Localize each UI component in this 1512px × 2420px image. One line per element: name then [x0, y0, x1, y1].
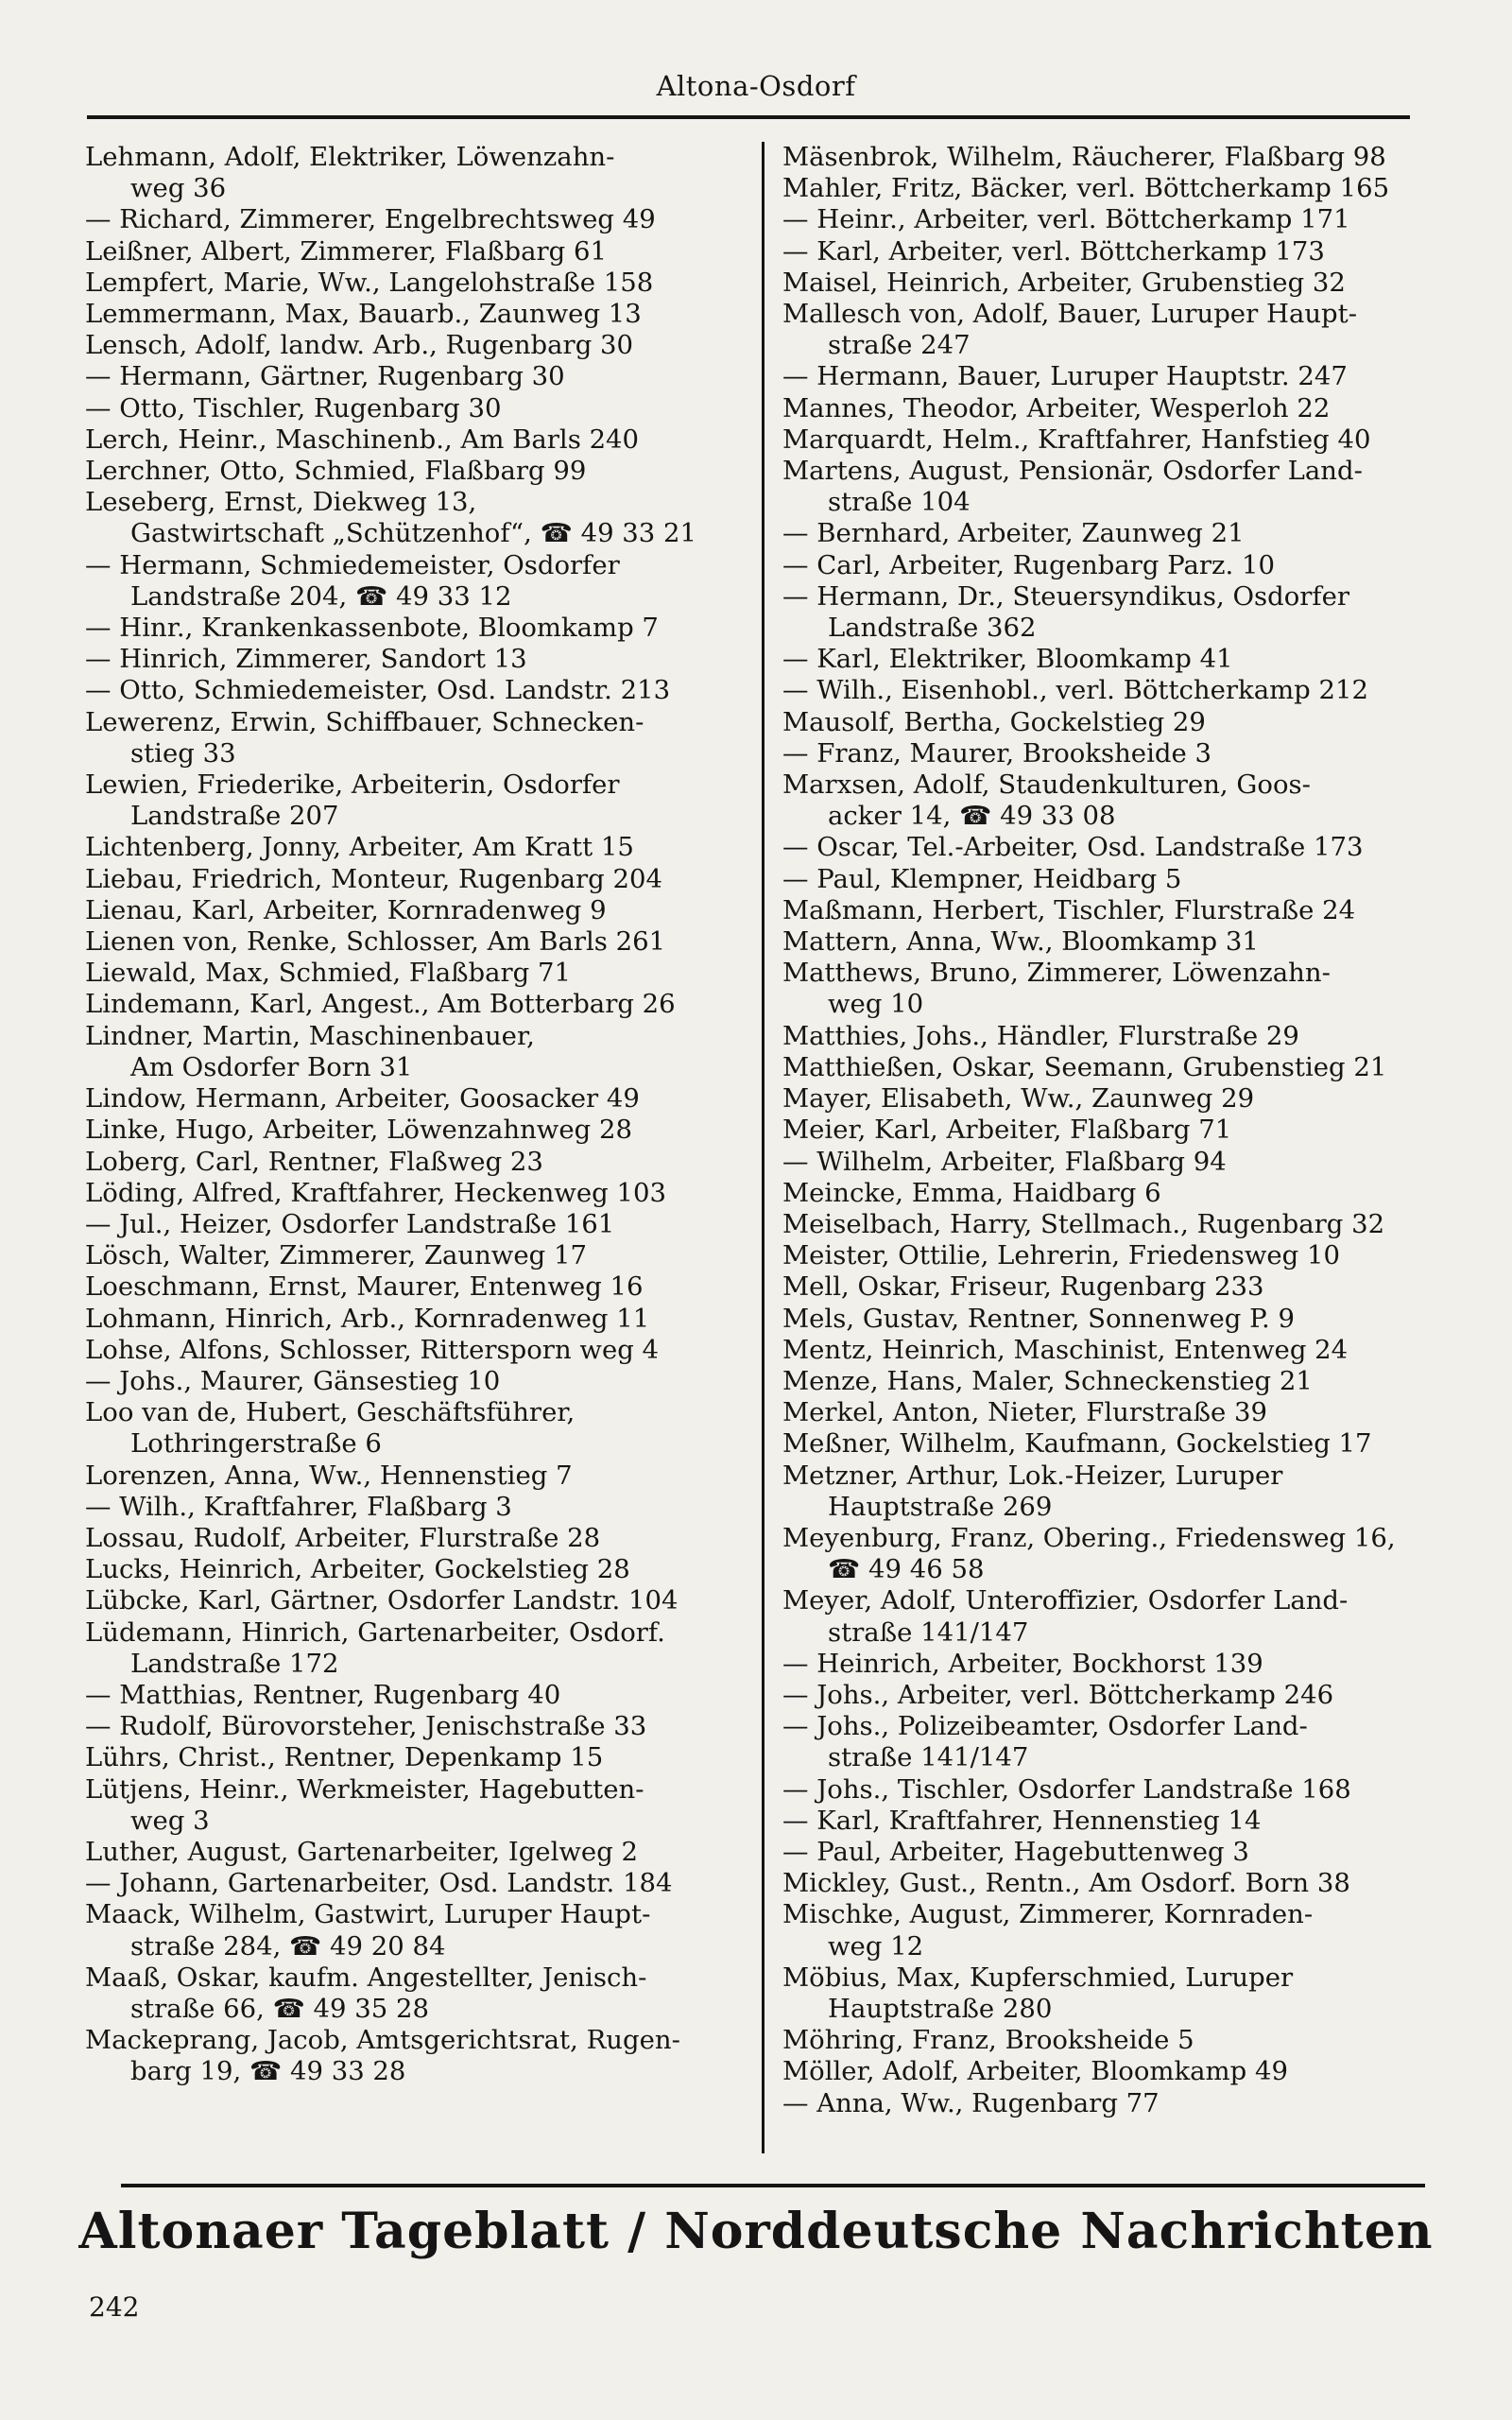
directory-entry	[782, 1680, 1444, 1711]
entry-line: Lohmann, Hinrich, Arb., Kornradenweg 11	[85, 1303, 650, 1334]
directory-entry	[782, 1397, 1444, 1428]
directory-entry	[782, 1240, 1444, 1271]
entry-line: Merkel, Anton, Nieter, Flurstraße 39	[782, 1397, 1268, 1428]
directory-entry	[85, 707, 747, 769]
directory-entry	[85, 142, 747, 204]
directory-entry	[85, 330, 747, 361]
directory-entry	[85, 1585, 747, 1616]
entry-line: — Johs., Maurer, Gänsestieg 10	[85, 1365, 501, 1396]
entry-continuation: weg 3	[130, 1805, 210, 1836]
directory-entry	[85, 1962, 747, 2025]
entry-line: Mell, Oskar, Friseur, Rugenbarg 233	[782, 1271, 1264, 1303]
entry-continuation: stieg 33	[130, 737, 236, 769]
directory-entry	[782, 2056, 1444, 2087]
entry-line: Lohse, Alfons, Schlosser, Rittersporn weg 4	[85, 1334, 660, 1365]
entry-line: — Otto, Schmiedemeister, Osd. Landstr. 213	[85, 675, 671, 706]
entry-line: Meyer, Adolf, Unteroffizier, Osdorfer Land-	[782, 1585, 1349, 1616]
directory-entry	[782, 1271, 1444, 1303]
directory-entry	[782, 393, 1444, 424]
entry-line: — Wilh., Kraftfahrer, Flaßbarg 3	[85, 1491, 512, 1522]
directory-entry	[782, 2025, 1444, 2056]
entry-line: Loberg, Carl, Rentner, Flaßweg 23	[85, 1146, 543, 1177]
directory-entry	[782, 926, 1444, 958]
entry-line: Lerch, Heinr., Maschinenb., Am Barls 240	[85, 424, 640, 455]
entry-line: Mausolf, Bertha, Gockelstieg 29	[782, 706, 1206, 737]
directory-entry	[782, 1366, 1444, 1397]
page-number: 242	[89, 2291, 140, 2323]
entry-line: Lütjens, Heinr., Werkmeister, Hagebutten-	[85, 1773, 644, 1805]
directory-entry	[782, 707, 1444, 738]
directory-entry	[782, 581, 1444, 644]
directory-entry	[85, 958, 747, 989]
entry-continuation: Landstraße 204, ☎ 49 33 12	[130, 580, 512, 612]
entry-line: Mahler, Fritz, Bäcker, verl. Böttcherkamp 165	[782, 173, 1390, 204]
directory-entry	[85, 864, 747, 895]
entry-line: Lösch, Walter, Zimmerer, Zaunweg 17	[85, 1240, 587, 1271]
directory-entry	[782, 1052, 1444, 1083]
directory-entry	[85, 1742, 747, 1773]
directory-entry	[782, 738, 1444, 769]
directory-entry	[85, 1021, 747, 1083]
entry-line: Lienau, Karl, Arbeiter, Kornradenweg 9	[85, 894, 607, 925]
directory-entry	[85, 644, 747, 675]
directory-entry	[85, 675, 747, 706]
entry-line: — Bernhard, Arbeiter, Zaunweg 21	[782, 518, 1245, 549]
directory-entry	[782, 550, 1444, 581]
directory-entry	[782, 268, 1444, 299]
entry-line: Lempfert, Marie, Ww., Langelohstraße 158	[85, 267, 654, 298]
directory-entry	[85, 361, 747, 392]
entry-line: — Hermann, Gärtner, Rugenbarg 30	[85, 361, 565, 392]
entry-line: — Matthias, Rentner, Rugenbarg 40	[85, 1679, 561, 1710]
directory-entry	[85, 393, 747, 424]
directory-entry	[85, 204, 747, 235]
entry-line: — Heinr., Arbeiter, verl. Böttcherkamp 171	[782, 204, 1350, 235]
entry-line: Loeschmann, Ernst, Maurer, Entenweg 16	[85, 1271, 644, 1303]
directory-entry	[782, 958, 1444, 1020]
directory-entry	[782, 769, 1444, 832]
directory-entry	[782, 1711, 1444, 1773]
directory-entry	[782, 361, 1444, 392]
entry-line: Mickley, Gust., Rentn., Am Osdorf. Born 38	[782, 1868, 1350, 1899]
entry-line: — Paul, Klempner, Heidbarg 5	[782, 863, 1182, 894]
entry-line: Luther, August, Gartenarbeiter, Igelweg 2	[85, 1836, 639, 1867]
directory-entry	[85, 1178, 747, 1209]
directory-entry	[85, 1461, 747, 1492]
directory-entry	[782, 1523, 1444, 1585]
directory-entry	[782, 1178, 1444, 1209]
directory-entry	[85, 456, 747, 487]
entry-line: Mannes, Theodor, Arbeiter, Wesperloh 22	[782, 392, 1331, 424]
directory-entry	[782, 1962, 1444, 2025]
directory-entry	[85, 1115, 747, 1146]
directory-entry	[782, 1774, 1444, 1806]
directory-entry	[85, 424, 747, 456]
entry-line: — Karl, Kraftfahrer, Hennenstieg 14	[782, 1805, 1262, 1836]
directory-entry	[782, 142, 1444, 173]
entry-line: Lindner, Martin, Maschinenbauer,	[85, 1020, 535, 1051]
entry-line: Matthießen, Oskar, Seemann, Grubenstieg 21	[782, 1051, 1387, 1082]
directory-entry	[782, 1868, 1444, 1899]
entry-line: Meier, Karl, Arbeiter, Flaßbarg 71	[782, 1115, 1232, 1146]
directory-entry	[85, 550, 747, 613]
directory-entry	[782, 236, 1444, 268]
entry-line: — Heinrich, Arbeiter, Bockhorst 139	[782, 1648, 1263, 1679]
entry-line: Lübcke, Karl, Gärtner, Osdorfer Landstr. 104	[85, 1585, 679, 1616]
entry-line: Mäsenbrok, Wilhelm, Räucherer, Flaßbarg 98	[782, 142, 1386, 172]
directory-entry	[782, 1461, 1444, 1523]
entry-line: — Hermann, Bauer, Luruper Hauptstr. 247	[782, 361, 1348, 392]
entry-line: — Oscar, Tel.-Arbeiter, Osd. Landstraße 173	[782, 832, 1364, 863]
entry-line: — Wilhelm, Arbeiter, Flaßbarg 94	[782, 1146, 1227, 1177]
directory-entry	[782, 1209, 1444, 1240]
entry-line: Lührs, Christ., Rentner, Depenkamp 15	[85, 1742, 604, 1773]
directory-entry	[85, 1147, 747, 1178]
entry-line: Matthews, Bruno, Zimmerer, Löwenzahn-	[782, 958, 1331, 989]
entry-line: Meiselbach, Harry, Stellmach., Rugenbarg 32	[782, 1208, 1385, 1239]
entry-continuation: straße 104	[828, 487, 971, 518]
entry-line: Linke, Hugo, Arbeiter, Löwenzahnweg 28	[85, 1115, 632, 1146]
entry-line: Lensch, Adolf, landw. Arb., Rugenbarg 30	[85, 330, 634, 361]
entry-line: — Karl, Elektriker, Bloomkamp 41	[782, 644, 1233, 675]
entry-line: — Hinrich, Zimmerer, Sandort 13	[85, 644, 527, 675]
entry-line: Lienen von, Renke, Schlosser, Am Barls 261	[85, 926, 666, 958]
entry-line: Lewerenz, Erwin, Schiffbauer, Schnecken-	[85, 706, 644, 737]
directory-entry	[782, 518, 1444, 549]
entry-line: Mattern, Anna, Ww., Bloomkamp 31	[782, 926, 1259, 958]
directory-entry	[85, 926, 747, 958]
entry-line: — Franz, Maurer, Brooksheide 3	[782, 737, 1211, 769]
entry-line: — Hermann, Dr., Steuersyndikus, Osdorfer	[782, 580, 1350, 612]
entry-continuation: Lothringerstraße 6	[130, 1428, 382, 1460]
entry-continuation: ☎ 49 46 58	[828, 1554, 985, 1585]
directory-entry	[85, 1397, 747, 1460]
entry-line: — Jul., Heizer, Osdorfer Landstraße 161	[85, 1208, 615, 1239]
directory-entry	[782, 1837, 1444, 1868]
directory-entry	[85, 1868, 747, 1899]
entry-line: Mackeprang, Jacob, Amtsgerichtsrat, Rugen-	[85, 2025, 680, 2056]
entry-continuation: Landstraße 362	[828, 613, 1037, 644]
entry-continuation: straße 284, ☎ 49 20 84	[130, 1930, 446, 1962]
directory-entry	[782, 1335, 1444, 1366]
directory-entry	[782, 644, 1444, 675]
entry-line: Leseberg, Ernst, Diekweg 13,	[85, 487, 477, 518]
directory-entry	[85, 1554, 747, 1585]
entry-line: — Richard, Zimmerer, Engelbrechtsweg 49	[85, 204, 656, 235]
column-divider	[762, 142, 765, 2153]
entry-continuation: Hauptstraße 280	[828, 1993, 1053, 2024]
entry-line: — Johs., Arbeiter, verl. Böttcherkamp 246	[782, 1679, 1334, 1710]
entry-line: Mallesch von, Adolf, Bauer, Luruper Haupt-	[782, 299, 1357, 330]
entry-line: Liebau, Friedrich, Monteur, Rugenbarg 204	[85, 863, 663, 894]
directory-entry	[85, 1083, 747, 1115]
entry-line: Lüdemann, Hinrich, Gartenarbeiter, Osdorf.	[85, 1616, 665, 1648]
entry-continuation: Hauptstraße 269	[828, 1491, 1053, 1522]
directory-entry	[782, 1115, 1444, 1146]
entry-line: Meßner, Wilhelm, Kaufmann, Gockelstieg 17	[782, 1428, 1372, 1460]
directory-entry	[85, 1899, 747, 1962]
entry-line: Metzner, Arthur, Lok.-Heizer, Luruper	[782, 1460, 1283, 1491]
entry-line: Möbius, Max, Kupferschmied, Luruper	[782, 1962, 1294, 1993]
directory-entry	[85, 895, 747, 926]
header-rule	[87, 115, 1410, 119]
entry-line: Möhring, Franz, Brooksheide 5	[782, 2025, 1194, 2056]
entry-line: Lichtenberg, Jonny, Arbeiter, Am Kratt 15	[85, 832, 634, 863]
entry-line: — Hermann, Schmiedemeister, Osdorfer	[85, 549, 620, 580]
entry-line: Meincke, Emma, Haidbarg 6	[782, 1177, 1161, 1208]
entry-continuation: Am Osdorfer Born 31	[130, 1051, 413, 1082]
directory-entry	[782, 1806, 1444, 1837]
entry-line: Mentz, Heinrich, Maschinist, Entenweg 24	[782, 1334, 1349, 1365]
entry-line: Leißner, Albert, Zimmerer, Flaßbarg 61	[85, 235, 607, 267]
entry-line: Maack, Wilhelm, Gastwirt, Luruper Haupt-	[85, 1899, 651, 1930]
entry-continuation: straße 66, ☎ 49 35 28	[130, 1993, 430, 2024]
right-column	[782, 142, 1444, 2119]
directory-entry	[85, 613, 747, 644]
entry-continuation: Landstraße 207	[130, 801, 339, 832]
entry-line: Lindow, Hermann, Arbeiter, Goosacker 49	[85, 1083, 640, 1115]
footer-rule	[121, 2184, 1425, 2187]
directory-entry	[782, 1899, 1444, 1962]
entry-continuation: acker 14, ☎ 49 33 08	[828, 801, 1116, 832]
directory-entry	[85, 1240, 747, 1271]
directory-entry	[85, 1304, 747, 1335]
directory-entry	[782, 1428, 1444, 1460]
directory-entry	[782, 204, 1444, 235]
directory-entry	[85, 299, 747, 330]
entry-line: — Rudolf, Bürovorsteher, Jenischstraße 33	[85, 1711, 647, 1742]
directory-entry	[85, 1335, 747, 1366]
newspaper-banner: Altonaer Tageblatt / Norddeutsche Nachrichten	[78, 2203, 1434, 2260]
entry-line: — Hinr., Krankenkassenbote, Bloomkamp 7	[85, 613, 659, 644]
entry-line: Liewald, Max, Schmied, Flaßbarg 71	[85, 958, 572, 989]
directory-entry	[85, 1617, 747, 1680]
directory-entry	[85, 989, 747, 1020]
entry-line: — Anna, Ww., Rugenbarg 77	[782, 2087, 1160, 2118]
entry-line: Meister, Ottilie, Lehrerin, Friedensweg 10	[782, 1240, 1341, 1271]
entry-line: Lemmermann, Max, Bauarb., Zaunweg 13	[85, 299, 642, 330]
directory-entry	[782, 1021, 1444, 1052]
entry-line: Matthies, Johs., Händler, Flurstraße 29	[782, 1020, 1299, 1051]
directory-entry	[85, 268, 747, 299]
directory-entry	[85, 769, 747, 832]
directory-entry	[782, 1147, 1444, 1178]
entry-line: Lerchner, Otto, Schmied, Flaßbarg 99	[85, 456, 587, 487]
directory-entry	[85, 1680, 747, 1711]
directory-entry	[85, 1711, 747, 1742]
directory-entry	[782, 424, 1444, 456]
entry-line: Maßmann, Herbert, Tischler, Flurstraße 24	[782, 894, 1356, 925]
entry-line: Loo van de, Hubert, Geschäftsführer,	[85, 1397, 576, 1428]
entry-line: Maaß, Oskar, kaufm. Angestellter, Jenisch-	[85, 1962, 647, 1993]
entry-line: Maisel, Heinrich, Arbeiter, Grubenstieg 32	[782, 267, 1346, 298]
entry-line: — Johs., Polizeibeamter, Osdorfer Land-	[782, 1711, 1308, 1742]
entry-continuation: straße 141/147	[828, 1616, 1029, 1648]
entry-line: Mischke, August, Zimmerer, Kornraden-	[782, 1899, 1314, 1930]
directory-entry	[782, 299, 1444, 361]
entry-line: Mayer, Elisabeth, Ww., Zaunweg 29	[782, 1083, 1255, 1115]
directory-entry	[85, 1366, 747, 1397]
directory-entry	[85, 1523, 747, 1554]
entry-line: Meyenburg, Franz, Obering., Friedensweg 16,	[782, 1522, 1396, 1553]
directory-entry	[782, 173, 1444, 204]
entry-continuation: straße 247	[828, 330, 971, 361]
entry-continuation: weg 12	[828, 1930, 924, 1962]
directory-entry	[782, 1649, 1444, 1680]
entry-line: Lucks, Heinrich, Arbeiter, Gockelstieg 28	[85, 1554, 630, 1585]
entry-continuation: weg 10	[828, 989, 924, 1020]
directory-entry	[782, 2088, 1444, 2119]
entry-line: Möller, Adolf, Arbeiter, Bloomkamp 49	[782, 2056, 1288, 2087]
directory-entry	[85, 1271, 747, 1303]
directory-entry	[782, 1304, 1444, 1335]
directory-entry	[85, 1774, 747, 1837]
directory-entry	[85, 832, 747, 863]
directory-entry	[782, 832, 1444, 863]
entry-line: Lossau, Rudolf, Arbeiter, Flurstraße 28	[85, 1522, 601, 1553]
entry-line: Mels, Gustav, Rentner, Sonnenweg P. 9	[782, 1303, 1296, 1334]
entry-line: — Otto, Tischler, Rugenbarg 30	[85, 392, 502, 424]
directory-entry	[782, 1585, 1444, 1648]
entry-continuation: weg 36	[130, 173, 227, 204]
directory-entry	[782, 864, 1444, 895]
entry-line: — Carl, Arbeiter, Rugenbarg Parz. 10	[782, 549, 1275, 580]
left-column	[85, 142, 747, 2088]
entry-line: Lehmann, Adolf, Elektriker, Löwenzahn-	[85, 142, 615, 172]
directory-entry	[85, 1492, 747, 1523]
entry-line: — Paul, Arbeiter, Hagebuttenweg 3	[782, 1836, 1249, 1867]
directory-entry	[85, 236, 747, 268]
entry-line: Lorenzen, Anna, Ww., Hennenstieg 7	[85, 1460, 573, 1491]
directory-entry	[85, 1837, 747, 1868]
entry-line: Martens, August, Pensionär, Osdorfer Land-	[782, 456, 1363, 487]
directory-entry	[85, 487, 747, 549]
entry-continuation: straße 141/147	[828, 1742, 1029, 1773]
entry-line: Lewien, Friederike, Arbeiterin, Osdorfer	[85, 769, 620, 801]
entry-continuation: barg 19, ☎ 49 33 28	[130, 2056, 406, 2087]
entry-line: Marxsen, Adolf, Staudenkulturen, Goos-	[782, 769, 1311, 801]
entry-line: Menze, Hans, Maler, Schneckenstieg 21	[782, 1365, 1313, 1396]
entry-line: — Johann, Gartenarbeiter, Osd. Landstr. 184	[85, 1868, 673, 1899]
directory-entry	[782, 1083, 1444, 1115]
directory-entry	[782, 456, 1444, 518]
entry-continuation: Landstraße 172	[130, 1648, 339, 1679]
page-header: Altona-Osdorf	[656, 70, 856, 102]
directory-entry	[85, 1209, 747, 1240]
entry-line: — Johs., Tischler, Osdorfer Landstraße 168	[782, 1773, 1351, 1805]
directory-entry	[782, 895, 1444, 926]
entry-line: Marquardt, Helm., Kraftfahrer, Hanfstieg 40	[782, 424, 1371, 455]
entry-line: — Wilh., Eisenhobl., verl. Böttcherkamp 212	[782, 675, 1369, 706]
entry-line: Löding, Alfred, Kraftfahrer, Heckenweg 103	[85, 1177, 666, 1208]
entry-continuation: Gastwirtschaft „Schützenhof“, ☎ 49 33 21	[130, 518, 697, 549]
entry-line: Lindemann, Karl, Angest., Am Botterbarg 26	[85, 989, 676, 1020]
directory-entry	[782, 675, 1444, 706]
entry-line: — Karl, Arbeiter, verl. Böttcherkamp 173	[782, 235, 1325, 267]
directory-entry	[85, 2025, 747, 2087]
